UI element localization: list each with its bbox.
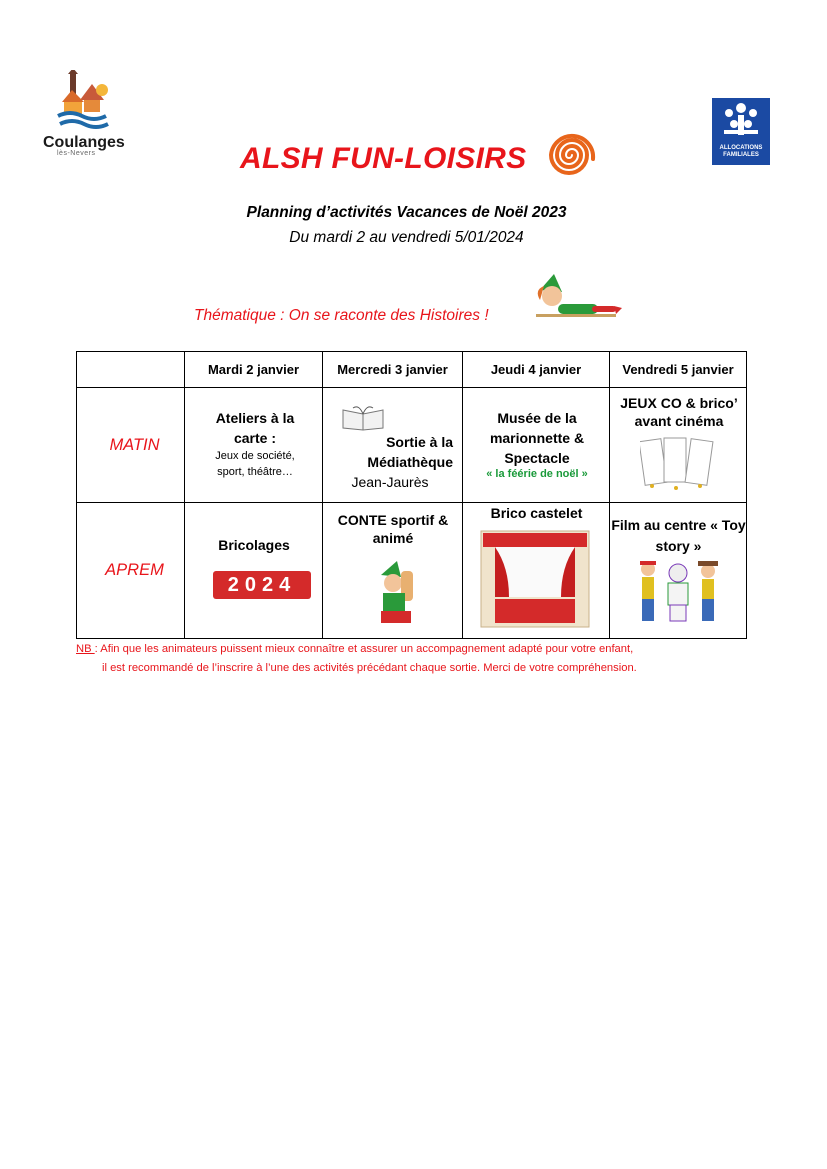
caf-logo <box>712 98 770 165</box>
activity-title: Film au centre « Toy story » <box>611 517 746 554</box>
cell-matin-mardi <box>185 388 323 503</box>
table-header-row <box>77 352 747 388</box>
column-header-mardi: Mardi 2 janvier <box>185 352 323 388</box>
header-empty-cell <box>77 352 185 388</box>
footnote-label: NB <box>76 643 95 655</box>
cell-matin-mercredi <box>323 388 463 503</box>
activity-title: Ateliers à la carte : <box>215 410 295 446</box>
elf-illustration <box>532 270 624 328</box>
cinema-tickets-illustration <box>640 434 718 492</box>
planning-table <box>76 351 747 639</box>
coulanges-logo-sub: lès-Nevers <box>57 150 96 157</box>
column-header-vendredi: Vendredi 5 janvier <box>610 352 747 388</box>
activity-detail: « la féérie de noël » <box>486 468 588 480</box>
column-header-jeudi: Jeudi 4 janvier <box>463 352 610 388</box>
puppet-theater-illustration <box>479 527 591 631</box>
caf-logo-text: ALLOCATIONS FAMILIALES <box>719 145 763 158</box>
footnote-line-1 <box>76 640 637 659</box>
page-subtitle: Planning d’activités Vacances de Noël 2023 <box>246 204 567 221</box>
footnote <box>76 640 637 678</box>
activity-detail: Jeux de société, sport, théâtre… <box>215 450 295 478</box>
coulanges-logo <box>40 70 140 160</box>
open-book-icon <box>339 404 387 432</box>
page-title: ALSH FUN-LOISIRS <box>240 142 527 175</box>
slot-label-aprem: APREM <box>77 503 185 639</box>
footnote-text-2: il est recommandé de l’inscrire à l’une des activités précédant chaque sortie. Merci de votre compréhension. <box>102 662 637 674</box>
activity-detail: Jean-Jaurès <box>351 474 429 490</box>
cell-aprem-mercredi <box>323 503 463 639</box>
date-range: Du mardi 2 au vendredi 5/01/2024 <box>289 229 524 246</box>
year-2024-badge: 2024 <box>213 571 311 599</box>
footnote-text-1: : Afin que les animateurs puissent mieux connaître et assurer un accompagnement adapté pour votre enfant, <box>94 643 634 655</box>
cell-matin-vendredi <box>610 388 747 503</box>
slot-label-matin: MATIN <box>77 388 185 503</box>
table-row-aprem <box>77 503 747 639</box>
activity-title: Musée de la marionnette & Spectacle <box>489 410 585 466</box>
coulanges-logo-name: Coulanges <box>43 134 125 151</box>
spiral-icon <box>542 128 596 182</box>
cell-aprem-vendredi <box>610 503 747 639</box>
elf-storyteller-illustration <box>371 561 421 627</box>
town-icon <box>40 70 120 132</box>
cell-aprem-jeudi <box>463 503 610 639</box>
activity-title: CONTE sportif & animé <box>337 512 449 546</box>
table-row-matin <box>77 388 747 503</box>
activity-title: Brico castelet <box>490 505 583 521</box>
column-header-mercredi: Mercredi 3 janvier <box>323 352 463 388</box>
activity-title: JEUX CO & brico’ avant cinéma <box>620 395 738 429</box>
toy-story-illustration <box>628 557 728 627</box>
cell-aprem-mardi <box>185 503 323 639</box>
activity-title: Sortie à la Médiathèque <box>367 434 453 470</box>
activity-title: Bricolages <box>218 537 290 553</box>
theme-text: Thématique : On se raconte des Histoires ! <box>194 307 489 324</box>
cell-matin-jeudi <box>463 388 610 503</box>
caf-family-icon <box>712 98 770 142</box>
